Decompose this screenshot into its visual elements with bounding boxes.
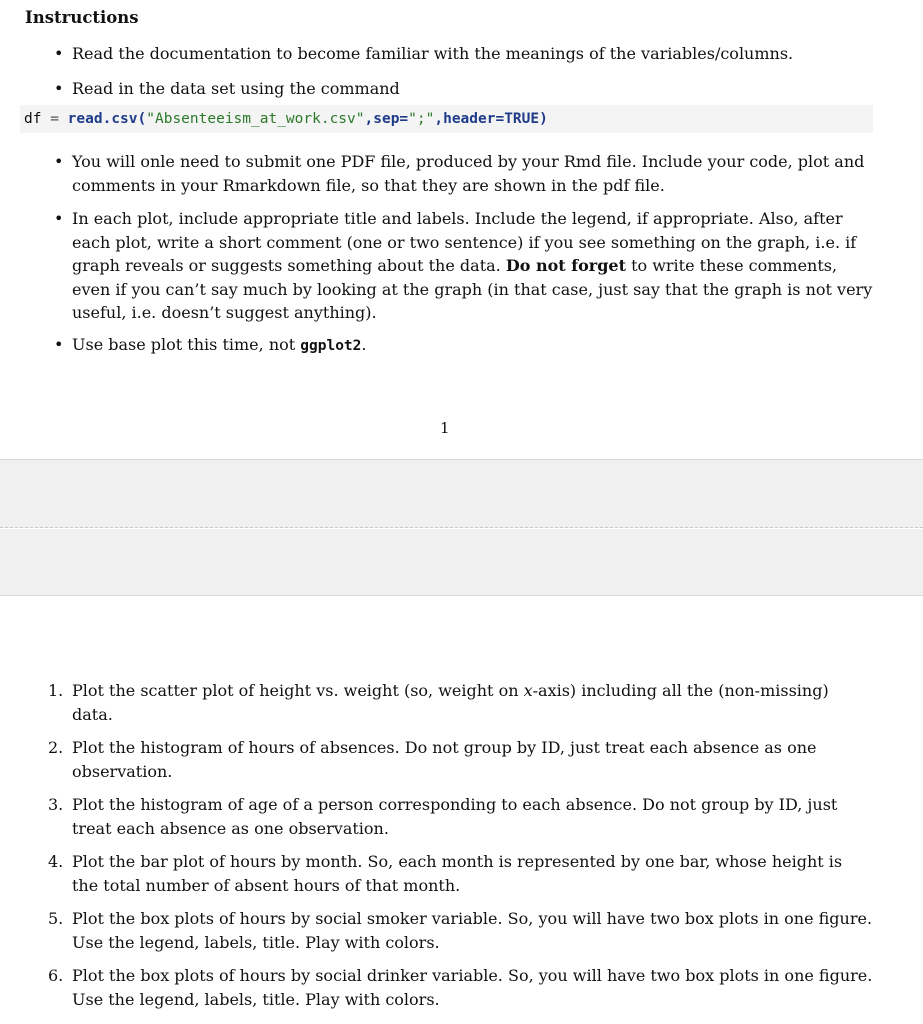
inline-code: ggplot2	[300, 338, 362, 354]
emphasis-text: Do not forget	[505, 256, 626, 275]
bullet-text: Read the documentation to become familiar with the meanings of the variables/columns.	[72, 44, 794, 63]
code-filename: "Absenteeism_at_work.csv"	[146, 111, 365, 127]
bullet-text-part: to write these comments, even if you can’t say much by looking at the graph (in that case, just say that the graph is not very useful, i.e. doesn’t suggest anything).	[72, 256, 873, 322]
bullet-text	[72, 207, 874, 325]
bullet-text: You will onle need to submit one PDF file, produced by your Rmd file. Include your code, plot and comments in your Rmarkdown file, so that they are shown in the pdf file.	[72, 152, 865, 195]
bullet-icon: •	[54, 209, 64, 228]
document-page-1	[0, 0, 923, 458]
item-text-part: Plot the scatter plot of height vs. weight (so, weight on	[72, 681, 519, 700]
item-text-part: -axis) including all the (non-missing) data.	[72, 681, 829, 724]
item-text: Plot the histogram of hours of absences. Do not group by ID, just treat each absence as one observation.	[72, 738, 817, 781]
bullet-text-part: Use base plot this time, not	[72, 335, 296, 354]
item-number: 2.	[48, 738, 64, 757]
bullet-text	[72, 333, 874, 359]
code-sep-arg: ,sep=	[364, 111, 409, 127]
code-header-arg: ,header=TRUE)	[434, 111, 548, 127]
item-number: 6.	[48, 966, 64, 985]
page-number: 1	[440, 419, 450, 437]
item-number: 4.	[48, 852, 64, 871]
bullet-icon: •	[54, 44, 64, 63]
code-paren: (	[137, 111, 147, 127]
item-number: 1.	[48, 681, 64, 700]
item-text	[72, 679, 873, 726]
item-number: 5.	[48, 909, 64, 928]
section-heading: Instructions	[25, 8, 139, 27]
code-sep-value: ";"	[408, 111, 435, 127]
page-gap	[0, 529, 923, 596]
item-text: Plot the bar plot of hours by month. So, each month is represented by one bar, whose height is the total number of absent hours of that month.	[72, 852, 843, 895]
item-text: Plot the histogram of age of a person corresponding to each absence. Do not group by ID, just treat each absence as one observation.	[72, 795, 838, 838]
bullet-icon: •	[54, 79, 64, 98]
bullet-icon: •	[54, 335, 64, 354]
code-function: read.csv	[67, 111, 138, 127]
code-operator: =	[41, 111, 68, 127]
bullet-text-part: In each plot, include appropriate title and labels. Include the legend, if appropriate. Also, after each plot, write a short comment (one or two sentence) if you see something on the graph, i.e. if graph reveals or suggests something about the data.	[72, 209, 857, 275]
bullet-icon: •	[54, 152, 64, 171]
item-text: Plot the box plots of hours by social smoker variable. So, you will have two box plots in one figure. Use the legend, labels, title. Play with colors.	[72, 909, 873, 952]
bullet-text-part: .	[361, 335, 367, 354]
page-break-divider	[0, 527, 923, 528]
item-number: 3.	[48, 795, 64, 814]
code-block	[20, 105, 873, 133]
item-text: Plot the box plots of hours by social drinker variable. So, you will have two box plots in one figure. Use the legend, labels, title. Play with colors.	[72, 966, 873, 1009]
page-gap	[0, 459, 923, 528]
math-variable: x	[523, 681, 533, 700]
bullet-text: Read in the data set using the command	[72, 79, 400, 98]
code-variable: df	[24, 111, 42, 127]
